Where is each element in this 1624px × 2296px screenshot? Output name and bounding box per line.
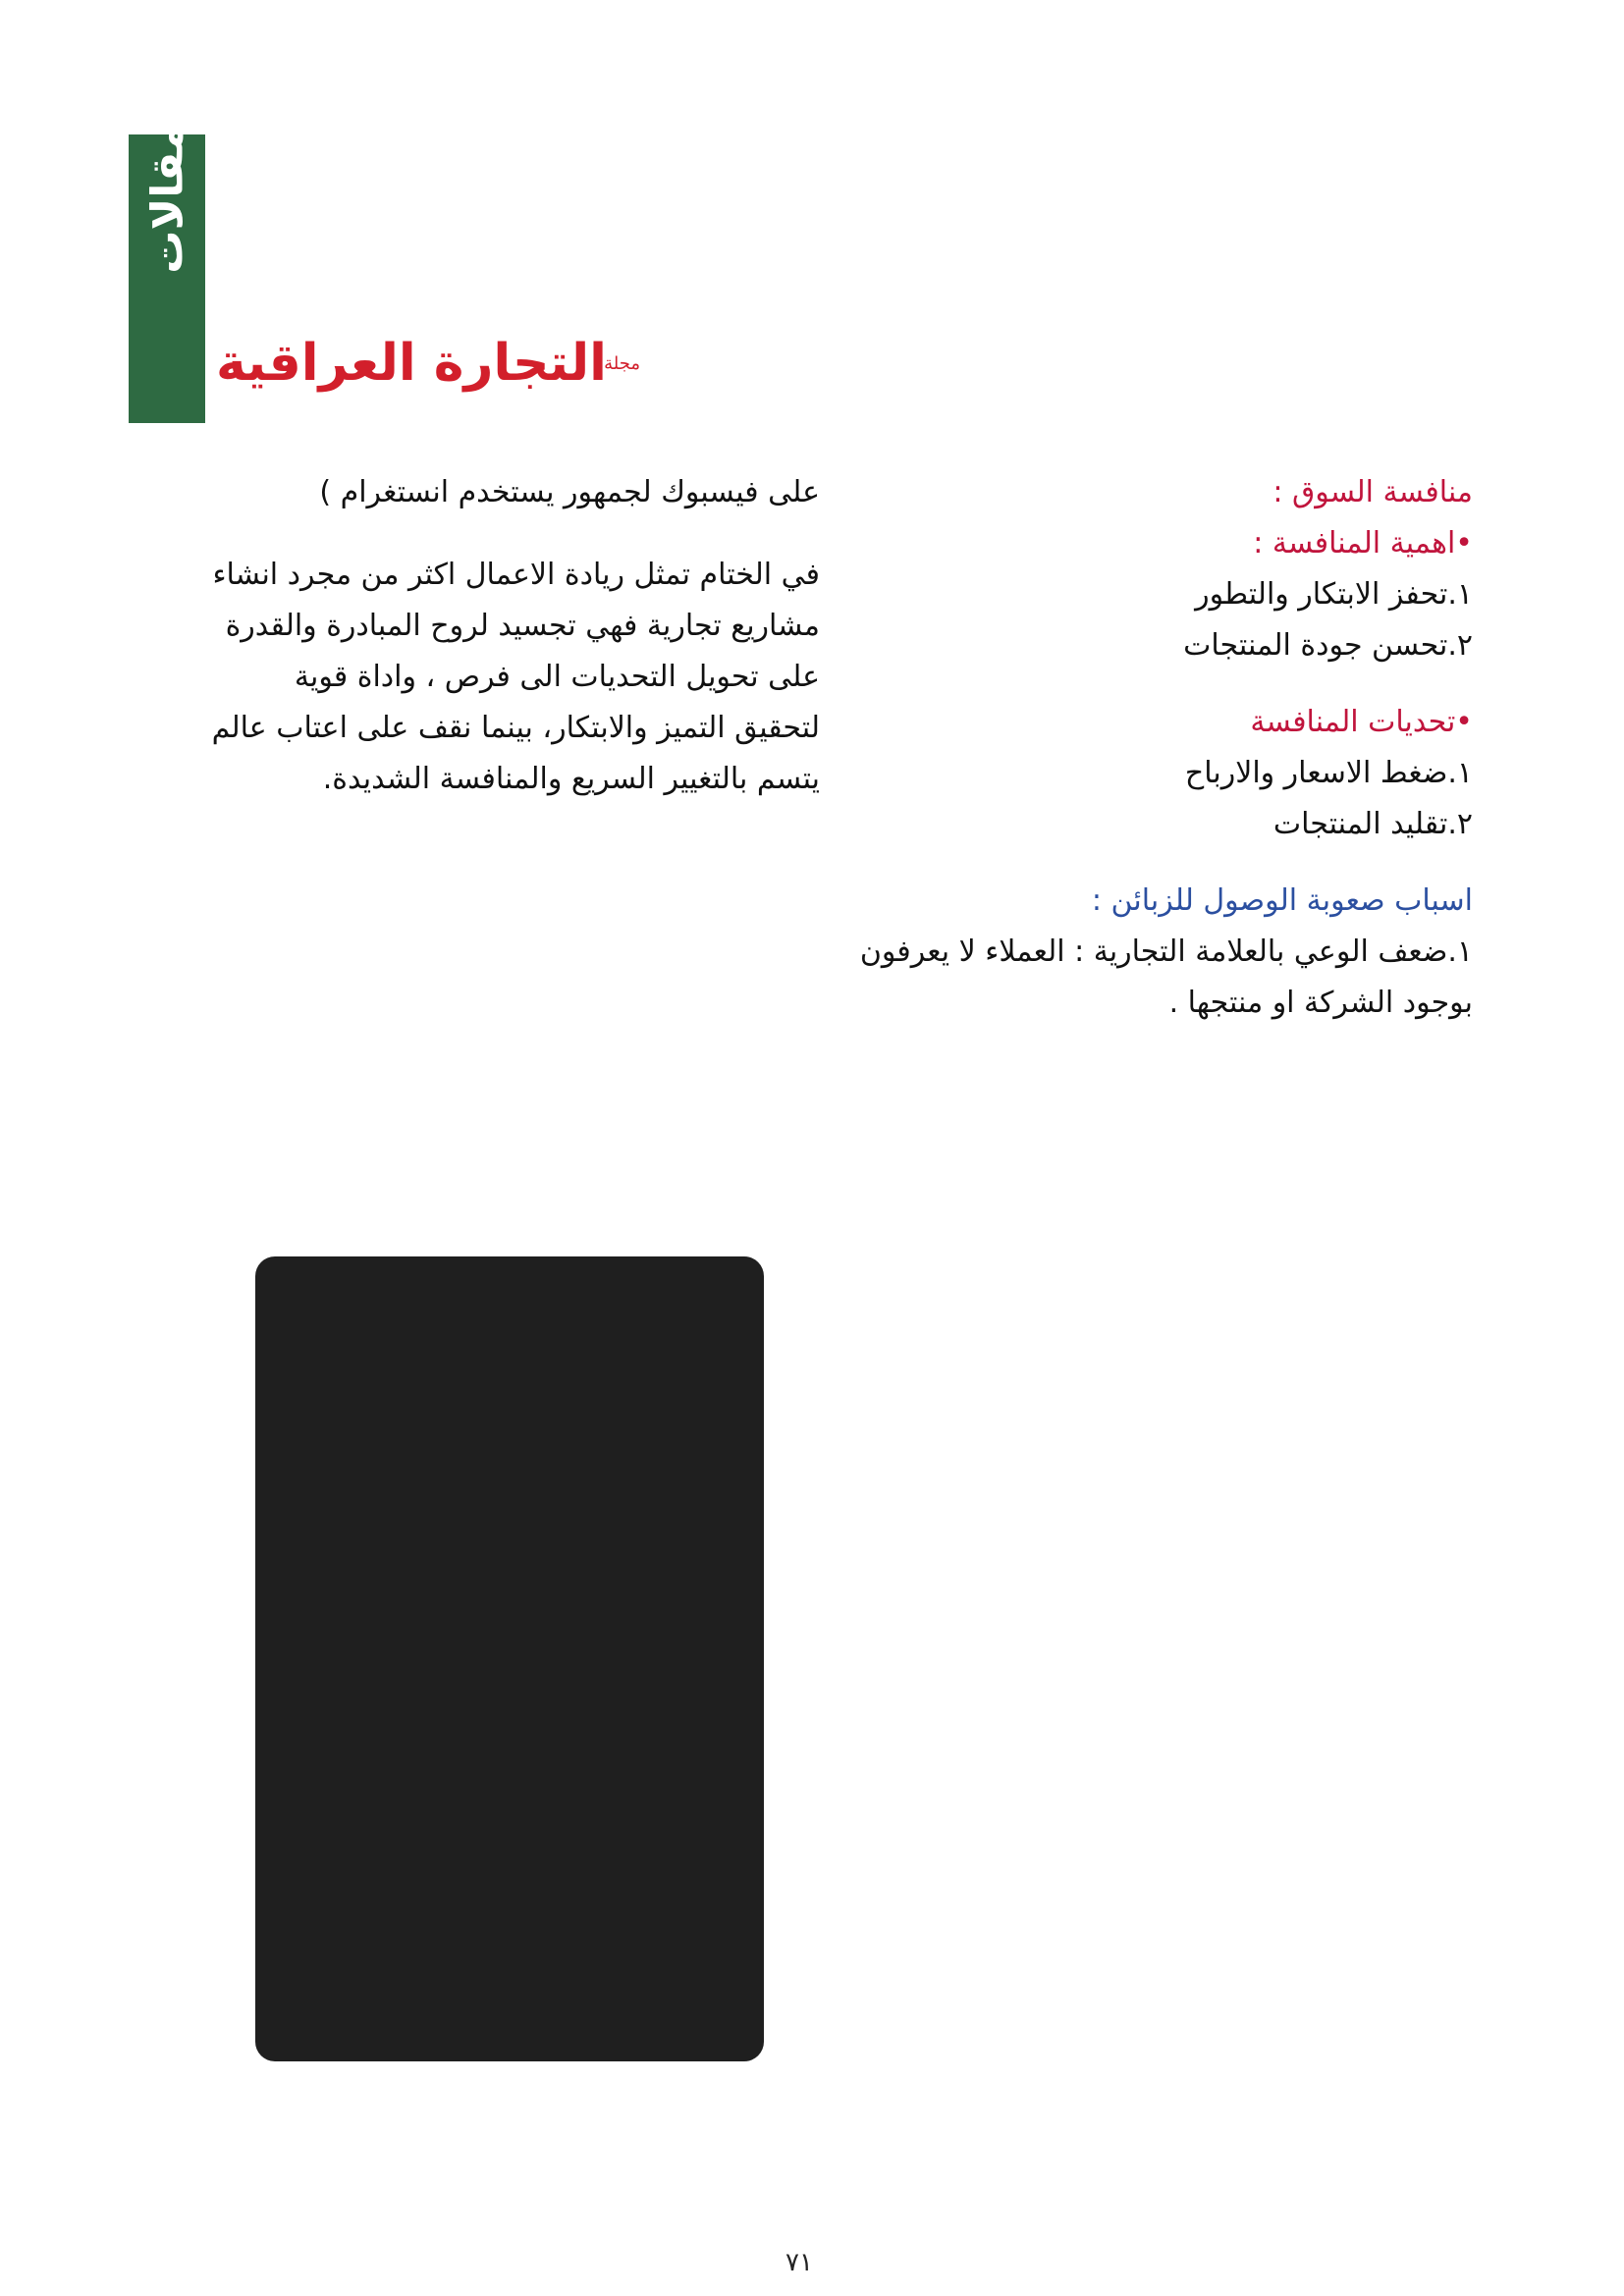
- section-label: مقالات: [142, 124, 193, 274]
- list-item: ١.ضغط الاسعار والارباح: [1184, 756, 1473, 790]
- heading-importance: •اهمية المنافسة :: [1253, 526, 1473, 561]
- illustration: [255, 1256, 764, 2061]
- heading-challenges: •تحديات المنافسة: [1250, 705, 1473, 739]
- page-number: ٧١: [785, 2248, 813, 2277]
- magazine-logo: [214, 334, 640, 412]
- heading-reasons: اسباب صعوبة الوصول للزبائن :: [1091, 883, 1473, 918]
- magazine-small: مجلة: [604, 353, 640, 374]
- list-item: ١.تحفز الابتكار والتطور: [1195, 577, 1473, 612]
- list-item: ٢.تحسن جودة المنتجات: [1183, 628, 1473, 663]
- right-column: [854, 467, 1473, 1029]
- section-tab: [129, 124, 205, 423]
- magazine-title: التجارة العراقية: [216, 334, 607, 393]
- list-item: ١.ضعف الوعي بالعلامة التجارية : العملاء لا يعرفون بوجود الشركة او منتجها .: [859, 934, 1473, 1020]
- heading-market: منافسة السوق :: [1272, 475, 1473, 509]
- list-item: ٢.تقليد المنتجات: [1272, 807, 1473, 841]
- left-column: [201, 467, 820, 805]
- conclusion-paragraph: في الختام تمثل ريادة الاعمال اكثر من مجرد انشاء مشاريع تجارية فهي تجسيد لروح المبادرة والقدرة على تحويل التحديات الى فرص ، واداة قوية لتحقيق التميز والابتكار، بينما نقف على اعتاب عالم يتسم بالتغيير السريع والمنافسة الشديدة.: [211, 558, 820, 796]
- text-line: على فيسبوك لجمهور يستخدم انستغرام ): [319, 475, 820, 509]
